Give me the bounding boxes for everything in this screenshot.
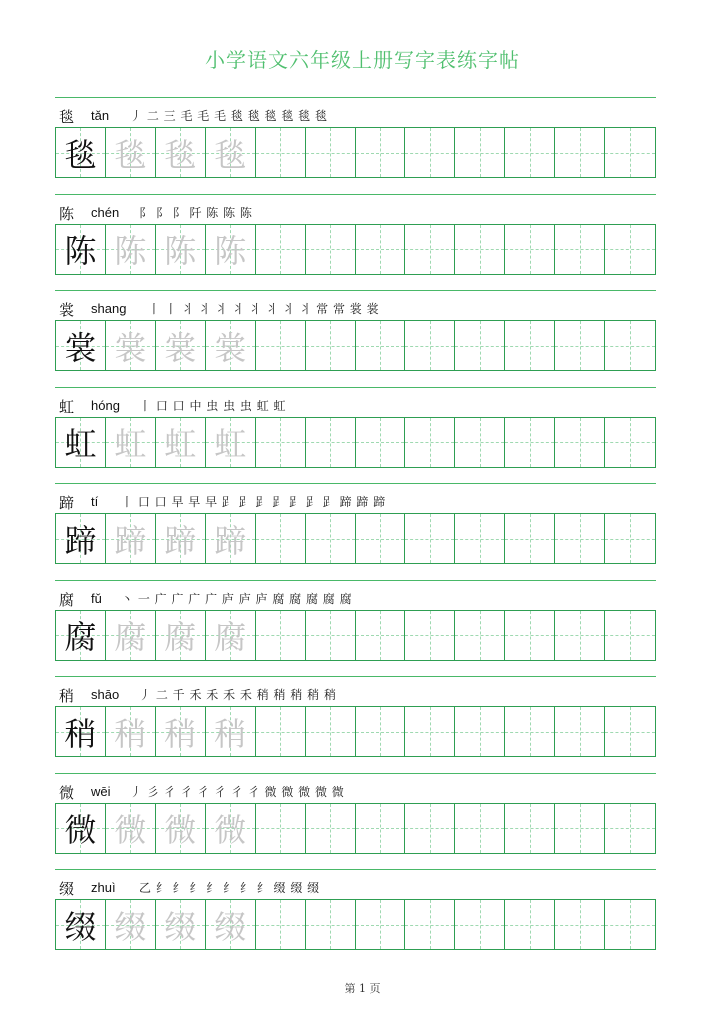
practice-grid <box>55 706 656 757</box>
trace-character: 裳 <box>114 328 147 367</box>
stroke-order: 丨 口 口 中 虫 虫 虫 虹 虹 <box>139 398 287 413</box>
empty-practice-cell <box>356 321 406 370</box>
row-header <box>55 869 656 900</box>
trace-character: 陈 <box>214 232 247 270</box>
empty-practice-cell <box>605 900 655 949</box>
empty-practice-cell <box>356 514 406 563</box>
header-character: 陈 <box>59 204 75 223</box>
model-character-cell <box>56 418 106 467</box>
stroke-order: 丨 丨 丬 丬 丬 丬 丬 丬 丬 丬 常 常 裳 裳 <box>148 302 380 316</box>
empty-practice-cell <box>256 514 306 563</box>
empty-practice-cell <box>505 321 555 370</box>
trace-character-cell <box>156 321 206 370</box>
header-character: 腐 <box>59 590 75 609</box>
model-character: 毯 <box>64 135 97 174</box>
empty-practice-cell <box>455 418 505 467</box>
empty-practice-cell <box>505 900 555 949</box>
empty-practice-cell <box>356 611 406 660</box>
trace-character: 腐 <box>164 618 197 656</box>
empty-practice-cell <box>605 418 655 467</box>
header-character: 缀 <box>59 880 75 898</box>
stroke-order: 丿 二 千 禾 禾 禾 禾 稍 稍 稍 稍 稍 <box>139 688 337 702</box>
pinyin: wēi <box>91 783 111 799</box>
empty-practice-cell <box>455 900 505 949</box>
empty-practice-cell <box>256 804 306 853</box>
empty-practice-cell <box>256 707 306 756</box>
trace-character-cell <box>206 611 256 660</box>
empty-practice-cell <box>455 804 505 853</box>
empty-practice-cell <box>455 321 505 370</box>
trace-character-cell <box>106 611 156 660</box>
pinyin: zhuì <box>91 880 116 895</box>
model-character: 蹄 <box>64 521 97 560</box>
empty-practice-cell <box>405 804 455 853</box>
empty-practice-cell <box>356 900 406 949</box>
trace-character-cell <box>206 225 256 274</box>
empty-practice-cell <box>405 900 455 949</box>
empty-practice-cell <box>605 707 655 756</box>
stroke-order: 乙 纟 纟 纟 纟 纟 纟 纟 缀 缀 缀 <box>139 881 320 895</box>
empty-practice-cell <box>505 128 555 177</box>
trace-character: 虹 <box>114 425 147 463</box>
pinyin: shāo <box>91 687 120 702</box>
trace-character-cell <box>106 900 156 949</box>
trace-character-cell <box>106 225 156 274</box>
trace-character: 微 <box>164 811 197 849</box>
trace-character: 腐 <box>214 618 247 656</box>
empty-practice-cell <box>555 707 605 756</box>
empty-practice-cell <box>256 900 306 949</box>
empty-practice-cell <box>505 707 555 756</box>
stroke-order: 丨 口 口 早 早 早 𧾷 𧾷 𧾷 𧾷 𧾷 𧾷 𧾷 蹄 蹄 蹄 <box>121 495 386 509</box>
empty-practice-cell <box>455 128 505 177</box>
trace-character-cell <box>106 128 156 177</box>
practice-grid <box>55 899 656 950</box>
row-header <box>55 580 656 611</box>
model-character: 稍 <box>64 714 97 753</box>
model-character: 裳 <box>64 328 97 367</box>
empty-practice-cell <box>555 418 605 467</box>
header-character: 虹 <box>59 397 75 416</box>
trace-character-cell <box>106 514 156 563</box>
empty-practice-cell <box>306 418 356 467</box>
pinyin: fǔ <box>91 590 102 606</box>
trace-character: 微 <box>114 811 147 849</box>
trace-character-cell <box>156 225 206 274</box>
trace-character: 裳 <box>164 328 197 367</box>
empty-practice-cell <box>405 611 455 660</box>
row-header <box>55 773 656 804</box>
empty-practice-cell <box>405 321 455 370</box>
header-character: 蹄 <box>59 494 75 512</box>
empty-practice-cell <box>306 321 356 370</box>
empty-practice-cell <box>405 128 455 177</box>
model-character-cell <box>56 707 106 756</box>
pinyin: tǎn <box>91 108 110 123</box>
model-character-cell <box>56 804 106 853</box>
empty-practice-cell <box>555 321 605 370</box>
row-header <box>55 290 656 321</box>
trace-character-cell <box>106 707 156 756</box>
pinyin: tí <box>91 494 99 509</box>
trace-character: 陈 <box>164 232 197 270</box>
empty-practice-cell <box>306 611 356 660</box>
trace-character: 毯 <box>164 135 197 174</box>
empty-practice-cell <box>555 804 605 853</box>
model-character-cell <box>56 225 106 274</box>
practice-grid <box>55 224 656 275</box>
header-character: 稍 <box>59 687 75 705</box>
empty-practice-cell <box>306 514 356 563</box>
row-header <box>55 97 656 128</box>
empty-practice-cell <box>505 611 555 660</box>
trace-character: 稍 <box>214 714 247 753</box>
empty-practice-cell <box>405 514 455 563</box>
empty-practice-cell <box>356 128 406 177</box>
trace-character: 稍 <box>164 714 197 753</box>
row-header <box>55 194 656 225</box>
model-character: 虹 <box>64 425 97 463</box>
empty-practice-cell <box>505 418 555 467</box>
header-character: 裳 <box>59 301 75 319</box>
trace-character-cell <box>156 900 206 949</box>
model-character: 腐 <box>64 618 97 656</box>
trace-character: 缀 <box>214 907 247 946</box>
page-number: 第 1 页 <box>344 982 381 995</box>
empty-practice-cell <box>605 514 655 563</box>
trace-character: 缀 <box>164 907 197 946</box>
empty-practice-cell <box>605 611 655 660</box>
pinyin: shang <box>91 301 127 316</box>
model-character-cell <box>56 128 106 177</box>
empty-practice-cell <box>356 707 406 756</box>
trace-character: 毯 <box>114 135 147 174</box>
model-character-cell <box>56 900 106 949</box>
empty-practice-cell <box>455 514 505 563</box>
header-character: 微 <box>59 783 75 802</box>
empty-practice-cell <box>306 225 356 274</box>
trace-character-cell <box>156 804 206 853</box>
page-title: 小学语文六年级上册写字表练字帖 <box>205 48 520 72</box>
trace-character-cell <box>156 611 206 660</box>
empty-practice-cell <box>356 418 406 467</box>
practice-grid <box>55 610 656 661</box>
trace-character-cell <box>156 128 206 177</box>
trace-character-cell <box>156 707 206 756</box>
empty-practice-cell <box>455 707 505 756</box>
empty-practice-cell <box>605 128 655 177</box>
stroke-order: 阝 阝 阝 阡 陈 陈 陈 <box>139 205 253 220</box>
row-header <box>55 387 656 418</box>
trace-character-cell <box>106 321 156 370</box>
empty-practice-cell <box>405 225 455 274</box>
trace-character: 蹄 <box>114 521 147 560</box>
trace-character: 毯 <box>214 135 247 174</box>
practice-grid <box>55 513 656 564</box>
trace-character-cell <box>206 128 256 177</box>
trace-character: 虹 <box>164 425 197 463</box>
practice-grid <box>55 417 656 468</box>
trace-character: 腐 <box>114 618 147 656</box>
pinyin: hóng <box>91 397 120 413</box>
empty-practice-cell <box>505 804 555 853</box>
trace-character-cell <box>156 418 206 467</box>
trace-character: 微 <box>214 811 247 849</box>
empty-practice-cell <box>555 128 605 177</box>
empty-practice-cell <box>256 225 306 274</box>
empty-practice-cell <box>605 225 655 274</box>
empty-practice-cell <box>555 514 605 563</box>
empty-practice-cell <box>505 514 555 563</box>
header-character: 毯 <box>59 108 75 126</box>
empty-practice-cell <box>256 611 306 660</box>
row-header <box>55 483 656 514</box>
trace-character-cell <box>156 514 206 563</box>
empty-practice-cell <box>455 225 505 274</box>
practice-grid <box>55 127 656 178</box>
empty-practice-cell <box>555 611 605 660</box>
trace-character: 裳 <box>214 328 247 367</box>
empty-practice-cell <box>605 321 655 370</box>
stroke-order: 丶 一 广 广 广 广 庐 庐 庐 腐 腐 腐 腐 腐 <box>121 591 353 606</box>
stroke-order: 丿 彡 彳 彳 彳 彳 彳 彳 微 微 微 微 微 <box>130 784 345 799</box>
model-character: 陈 <box>64 232 97 270</box>
empty-practice-cell <box>306 804 356 853</box>
empty-practice-cell <box>306 707 356 756</box>
empty-practice-cell <box>256 418 306 467</box>
empty-practice-cell <box>356 804 406 853</box>
empty-practice-cell <box>505 225 555 274</box>
model-character-cell <box>56 514 106 563</box>
trace-character: 虹 <box>214 425 247 463</box>
trace-character-cell <box>206 514 256 563</box>
empty-practice-cell <box>256 321 306 370</box>
trace-character-cell <box>106 418 156 467</box>
pinyin: chén <box>91 204 120 220</box>
trace-character: 缀 <box>114 907 147 946</box>
model-character-cell <box>56 611 106 660</box>
empty-practice-cell <box>256 128 306 177</box>
empty-practice-cell <box>555 225 605 274</box>
model-character: 缀 <box>64 907 97 946</box>
practice-grid <box>55 320 656 371</box>
trace-character-cell <box>206 418 256 467</box>
trace-character-cell <box>206 707 256 756</box>
empty-practice-cell <box>605 804 655 853</box>
trace-character: 蹄 <box>164 521 197 560</box>
empty-practice-cell <box>306 128 356 177</box>
empty-practice-cell <box>405 418 455 467</box>
trace-character-cell <box>206 804 256 853</box>
empty-practice-cell <box>555 900 605 949</box>
trace-character-cell <box>106 804 156 853</box>
empty-practice-cell <box>455 611 505 660</box>
empty-practice-cell <box>405 707 455 756</box>
trace-character: 蹄 <box>214 521 247 560</box>
empty-practice-cell <box>356 225 406 274</box>
trace-character: 稍 <box>114 714 147 753</box>
model-character-cell <box>56 321 106 370</box>
model-character: 微 <box>64 811 97 849</box>
trace-character: 陈 <box>114 232 147 270</box>
trace-character-cell <box>206 321 256 370</box>
stroke-order: 丿 二 三 毛 毛 毛 毯 毯 毯 毯 毯 毯 <box>130 109 328 123</box>
trace-character-cell <box>206 900 256 949</box>
row-header <box>55 676 656 707</box>
practice-grid <box>55 803 656 854</box>
empty-practice-cell <box>306 900 356 949</box>
